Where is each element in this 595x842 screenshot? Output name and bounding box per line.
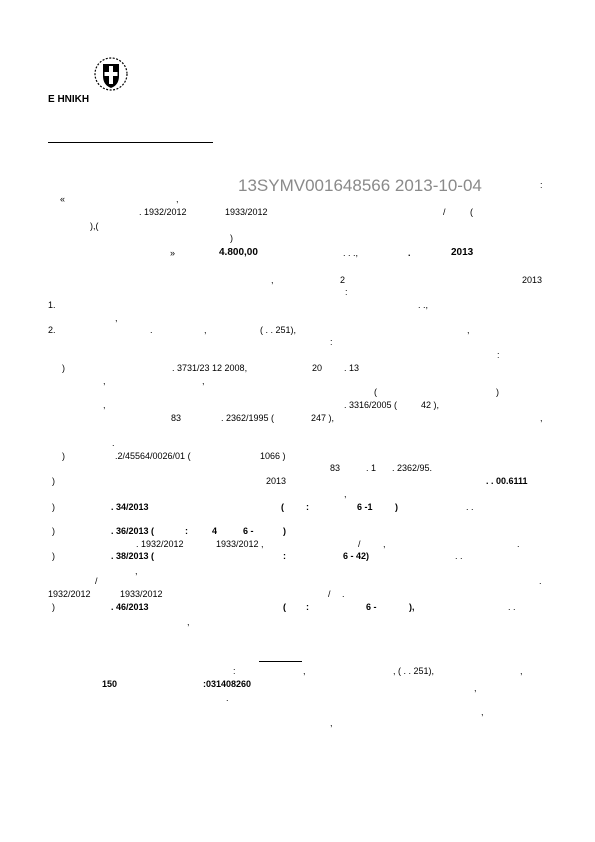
text-fragment: ,: [135, 566, 138, 576]
text-fragment: . .: [508, 602, 516, 612]
text-fragment: ,: [330, 718, 333, 728]
text-fragment: 42 ),: [421, 400, 440, 410]
text-fragment: ,: [481, 707, 484, 717]
law-reference: , ( . . 251),: [393, 666, 435, 676]
text-fragment: ): [52, 526, 55, 536]
text-fragment: . .,: [418, 300, 429, 310]
law-reference: . 3316/2005 (: [344, 400, 398, 410]
text-fragment: (: [374, 387, 377, 397]
text-fragment: 150: [102, 679, 118, 689]
text-fragment: 6 -1: [357, 502, 373, 512]
text-fragment: /: [328, 589, 331, 599]
text-fragment: ,: [103, 400, 106, 410]
text-fragment: .: [342, 589, 345, 599]
text-fragment: /: [358, 539, 361, 549]
decision-reference: . 38/2013 (: [111, 551, 155, 561]
text-fragment: 247 ),: [311, 413, 335, 423]
text-fragment: ,: [540, 413, 543, 423]
text-fragment: ): [395, 502, 398, 512]
text-fragment: ): [52, 551, 55, 561]
text-fragment: ,: [202, 376, 205, 386]
text-fragment: ): [62, 451, 65, 461]
text-fragment: ): [283, 526, 286, 536]
text-fragment: . 1: [366, 463, 377, 473]
text-fragment: 4: [212, 526, 218, 536]
text-fragment: . .: [466, 502, 474, 512]
text-fragment: 83: [171, 413, 182, 423]
text-fragment: :: [185, 526, 188, 536]
text-fragment: ,: [303, 666, 306, 676]
text-fragment: ,: [344, 489, 347, 499]
text-fragment: ,: [103, 376, 106, 386]
text-fragment: (: [283, 602, 286, 612]
decision-reference: . 36/2013 (: [111, 526, 155, 536]
text-fragment: :: [330, 337, 333, 347]
text-fragment: 6 - 42): [343, 551, 370, 561]
law-reference: 1933/2012: [225, 207, 268, 217]
text-fragment: ,: [204, 325, 207, 335]
text-fragment: ),(: [90, 221, 99, 231]
law-reference: ( . . 251),: [260, 325, 297, 335]
text-fragment: 6 -: [366, 602, 377, 612]
text-fragment: .: [226, 693, 229, 703]
law-reference: . 2362/95.: [392, 463, 433, 473]
text-fragment: :: [233, 666, 236, 676]
law-reference: .2/45564/0026/01 (: [115, 451, 191, 461]
law-reference: . 1932/2012: [139, 207, 187, 217]
law-reference: 1933/2012: [120, 589, 163, 599]
text-fragment: ,: [474, 683, 477, 693]
year: 2013: [266, 476, 287, 486]
text-fragment: ,: [271, 275, 274, 285]
text-fragment: ): [52, 502, 55, 512]
decision-reference: . 46/2013: [111, 602, 149, 612]
law-reference: . 3731/23 12 2008,: [172, 363, 248, 373]
law-reference: . 2362/1995 (: [221, 413, 275, 423]
stamp-mark: :: [540, 180, 543, 190]
text-fragment: :: [283, 551, 286, 561]
text-fragment: »: [170, 248, 176, 258]
text-fragment: ),: [409, 602, 415, 612]
text-fragment: 1066 ): [260, 451, 286, 461]
text-fragment: ,: [383, 539, 386, 549]
text-fragment: 2: [340, 275, 346, 285]
text-fragment: (: [470, 207, 473, 217]
year: 2013: [451, 247, 474, 258]
text-fragment: :: [345, 287, 348, 297]
text-fragment: .: [408, 248, 411, 258]
text-fragment: ,: [176, 194, 179, 204]
title-underline: [48, 142, 213, 143]
text-fragment: ,: [115, 313, 118, 323]
text-fragment: ,: [520, 666, 523, 676]
text-fragment: «: [60, 194, 66, 204]
text-fragment: :: [306, 602, 309, 612]
document-stamp-code: 13SYMV001648566 2013-10-04: [238, 176, 482, 195]
text-fragment: ): [230, 233, 233, 243]
text-fragment: .: [539, 576, 542, 586]
text-fragment: /: [443, 207, 446, 217]
text-fragment: . 13: [344, 363, 360, 373]
text-fragment: 20: [312, 363, 323, 373]
amount: 4.800,00: [219, 247, 258, 258]
text-fragment: ,: [467, 325, 470, 335]
text-fragment: ): [52, 476, 55, 486]
text-fragment: .: [112, 438, 115, 448]
text-fragment: /: [95, 576, 98, 586]
text-fragment: ,: [187, 617, 190, 627]
text-fragment: .: [150, 325, 153, 335]
text-fragment: 6 -: [243, 526, 254, 536]
law-reference: . 1932/2012: [136, 539, 184, 549]
law-reference: 1933/2012 ,: [216, 539, 264, 549]
text-fragment: ): [62, 363, 65, 373]
text-fragment: (: [281, 502, 284, 512]
underline-mark: [259, 661, 302, 662]
text-fragment: ): [496, 387, 499, 397]
page-title: Ε ΗΝΙΚΗ: [48, 94, 90, 105]
decision-reference: . 34/2013: [111, 502, 149, 512]
budget-code: . . 00.6111: [486, 476, 528, 486]
text-fragment: :: [497, 350, 500, 360]
phone-code: :031408260: [203, 679, 252, 689]
text-fragment: ): [52, 602, 55, 612]
text-fragment: . . .,: [343, 248, 359, 258]
text-fragment: 83: [330, 463, 341, 473]
law-reference: 1932/2012: [48, 589, 91, 599]
coat-of-arms-icon: [93, 56, 129, 92]
year: 2013: [522, 275, 543, 285]
list-number: 2.: [48, 325, 56, 335]
text-fragment: :: [306, 502, 309, 512]
text-fragment: .: [517, 539, 520, 549]
list-number: 1.: [48, 300, 56, 310]
text-fragment: . .: [455, 551, 463, 561]
